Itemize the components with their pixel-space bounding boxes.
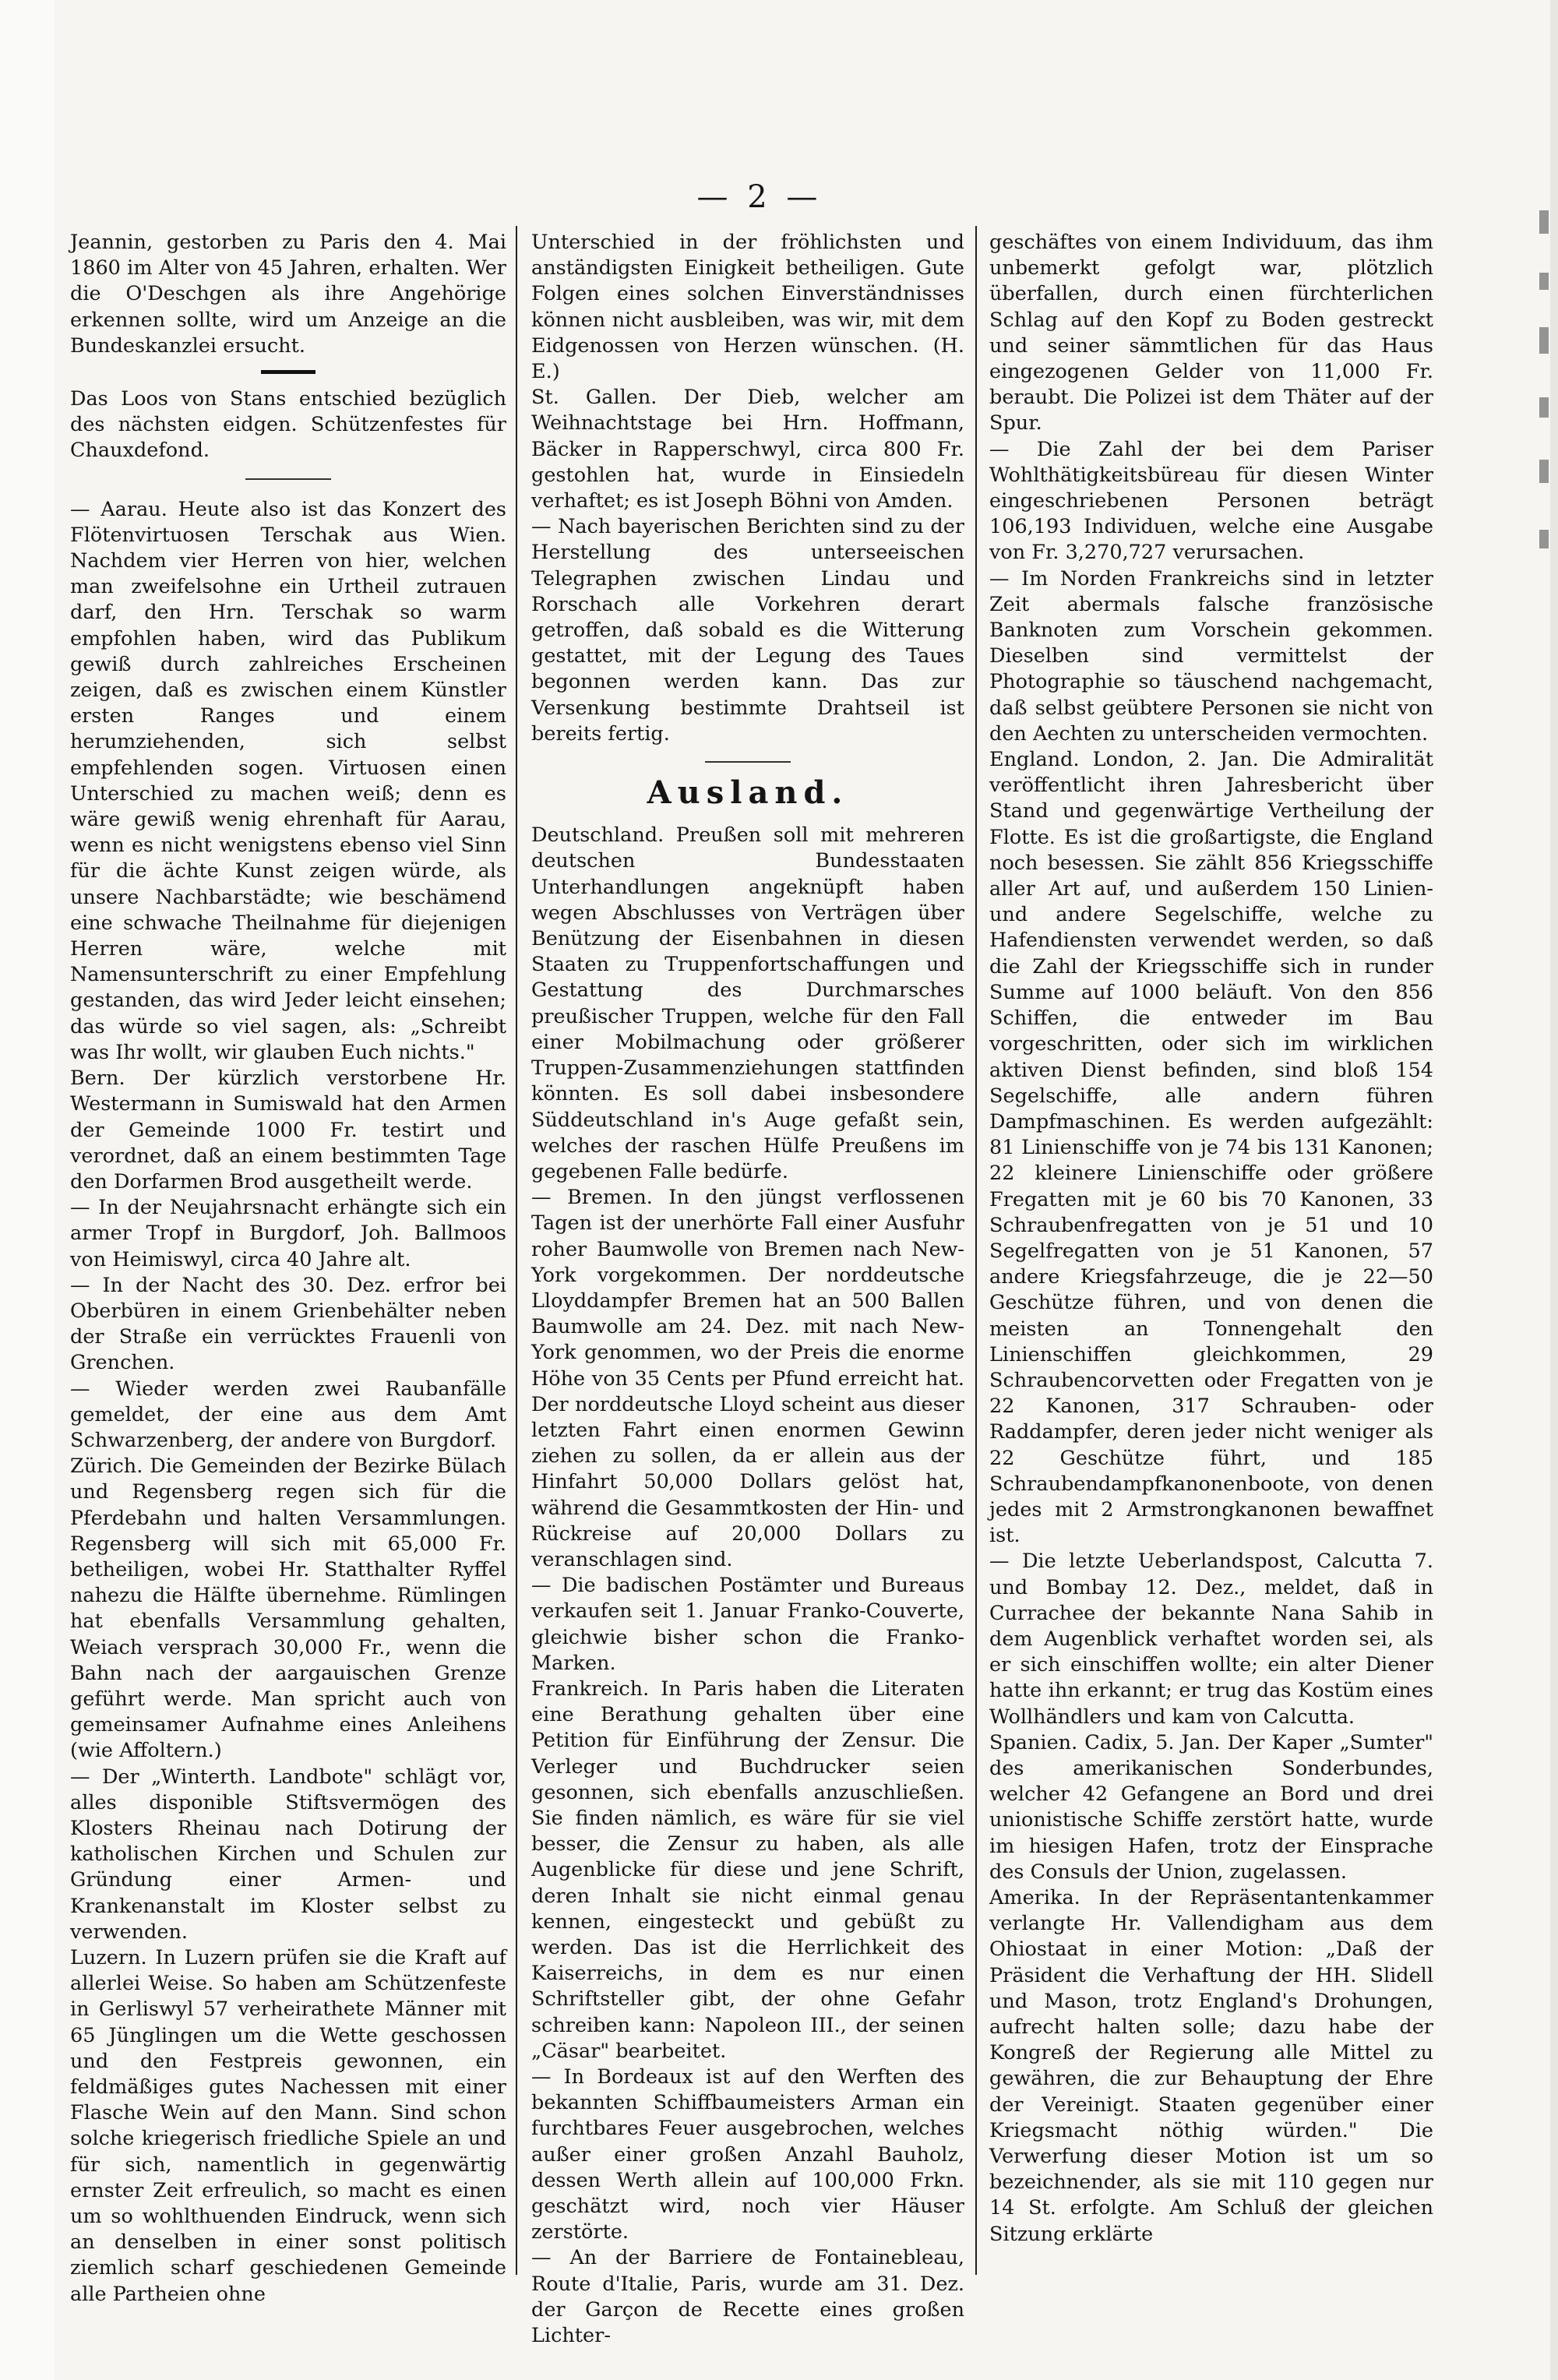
article-paragraph: Zürich. Die Gemeinden der Bezirke Bülach und Regensberg regen sich für die Pferdebahn und halten Versammlungen. Regensberg will sich mit 65,000 Fr. betheiligen, wobei Hr. Statthalter Ryffel nahezu die Hälfte übernehme. Rümlingen hat ebenfalls Versammlung gehalten, Weiach versprach 30,000 Fr., wenn die Bahn nach der aargauischen Grenze geführt werde. Man spricht auch von gemeinsamer Aufnahme eines Anleihens (wie Affoltern.) <box>70 1454 506 1763</box>
article-paragraph: St. Gallen. Der Dieb, welcher am Weihnachtstage bei Hrn. Hoffmann, Bäcker in Rapperschwyl, circa 800 Fr. gestohlen hat, wurde in Einsiedeln verhaftet; es ist Joseph Böhni von Amden. <box>531 386 964 513</box>
column-2 <box>531 230 964 2349</box>
article-paragraph: — Die badischen Postämter und Bureaus verkaufen seit 1. Januar Franko-Couverte, gleichwie bisher schon die Franko-Marken. <box>531 1574 964 1675</box>
article-paragraph: — An der Barriere de Fontainebleau, Route d'Italie, Paris, wurde am 31. Dez. der Garçon de Recette eines großen Lichter- <box>531 2246 964 2348</box>
article-paragraph: — Wieder werden zwei Raubanfälle gemeldet, der eine aus dem Amt Schwarzenberg, der andere von Burgdorf. <box>70 1377 506 1452</box>
separator-rule <box>705 761 791 763</box>
article-paragraph: Amerika. In der Repräsentantenkammer verlangte Hr. Vallendigham aus dem Ohiostaat in einer Motion: „Daß der Präsident die Verhaftung der HH. Slidell und Mason, trotz England's Drohungen, aufrecht halten solle; dazu habe der Kongreß der Regierung alle Mittel zu gewähren, die zur Behauptung der Ehre der Vereinigt. Staaten gegenüber einer Kriegsmacht nöthig würden." Die Verwerfung dieser Motion ist um so bezeichnender, als sie mit 110 gegen nur 14 St. erfolgte. Am Schluß der gleichen Sitzung erklärte <box>989 1886 1433 2246</box>
separator-rule <box>245 478 331 480</box>
next-page-bleed <box>1465 179 1558 2283</box>
article-paragraph: — Aarau. Heute also ist das Konzert des Flötenvirtuosen Terschak aus Wien. Nachdem vier Herren von hier, welchen man zweifelsohne ein Urtheil zutrauen darf, den Hrn. Terschak so warm empfohlen haben, wird das Publikum gewiß durch zahlreiches Erscheinen zeigen, daß es zwischen einem Künstler ersten Ranges und einem herumziehenden, sich selbst empfehlenden sogen. Virtuosen einen Unterschied zu machen weiß; denn es wäre gewiß wenig ehrenhaft für Aarau, wenn es nicht wenigstens ebenso viel Sinn für die ächte Kunst zeigen würde, als unsere Nachbarstädte; wie beschämend eine schwache Theilnahme für diejenigen Herren wäre, welche mit Namensunterschrift zu einer Empfehlung gestanden, das wird Jeder leicht einsehen; das würde so viel sagen, als: „Schreibt was Ihr wollt, wir glauben Euch nichts." <box>70 497 506 1064</box>
article-paragraph: Bern. Der kürzlich verstorbene Hr. Westermann in Sumiswald hat den Armen der Gemeinde 1000 Fr. testirt und verordnet, daß an einem bestimmten Tage den Dorfarmen Brod ausgetheilt werde. <box>70 1067 506 1194</box>
article-paragraph: Deutschland. Preußen soll mit mehreren deutschen Bundesstaaten Unterhandlungen angeknüpft haben wegen Abschlusses von Verträgen über Benützung der Eisenbahnen in diesen Staaten zu Truppenfortschaffungen und Gestattung des Durchmarsches preußischer Truppen, welche für den Fall einer Mobilmachung oder größerer Truppen-Zusammenziehungen stattfinden könnten. Es soll dabei insbesondere Süddeutschland in's Auge gefaßt sein, welches der raschen Hülfe Preußens im gegebenen Falle bedürfe. <box>531 823 964 1183</box>
article-paragraph: — Bremen. In den jüngst verflossenen Tagen ist der unerhörte Fall einer Ausfuhr roher Baumwolle von Bremen nach New-York vorgekommen. Der norddeutsche Lloyddampfer Bremen hat an 500 Ballen Baumwolle am 24. Dez. mit nach New-York genommen, wo der Preis die enorme Höhe von 35 Cents per Pfund erreicht hat. Der norddeutsche Lloyd scheint aus dieser letzten Fahrt einen enormen Gewinn ziehen zu sollen, da er allein aus der Hinfahrt 50,000 Dollars gelöst hat, während die Gesammtkosten der Hin- und Rückreise auf 20,000 Dollars zu veranschlagen sind. <box>531 1186 964 1571</box>
newspaper-page <box>55 179 1465 2348</box>
article-paragraph: — In der Nacht des 30. Dez. erfror bei Oberbüren in einem Grienbehälter neben der Straße ein verrücktes Frauenli von Grenchen. <box>70 1273 506 1375</box>
column-rule <box>975 226 977 2275</box>
article-paragraph: England. London, 2. Jan. Die Admiralität veröffentlicht ihren Jahresbericht über Stand und gegenwärtige Vertheilung der Flotte. Es ist die großartigste, die England noch besessen. Sie zählt 856 Kriegsschiffe aller Art auf, und außerdem 150 Linien- und andere Segelschiffe, welche zu Hafendiensten verwendet werden, so daß die Zahl der Kriegsschiffe sich in runder Summe auf 1000 beläuft. Von den 856 Schiffen, die entweder im Bau vorgeschritten, oder sich im wirklichen aktiven Dienst befinden, sind bloß 154 Segelschiffe, alle andern führen Dampfmaschinen. Es werden aufgezählt: 81 Linienschiffe von je 74 bis 131 Kanonen; 22 kleinere Linienschiffe oder größere Fregatten mit je 60 bis 70 Kanonen, 33 Schraubenfregatten von je 51 und 10 Segelfregatten von je 51 Kanonen, 57 andere Kriegsfahrzeuge, die je 22—50 Geschütze führen, und von denen die meisten an Tonnengehalt den Linienschiffen gleichkommen, 29 Schraubencorvetten oder Fregatten von je 22 Kanonen, 317 Schrauben- oder Raddampfer, deren jeder nicht weniger als 22 Geschütze führt, und 185 Schraubendampfkanonenboote, von denen jedes mit 2 Armstrongkanonen bewaffnet ist. <box>989 748 1433 1548</box>
article-paragraph: — Die Zahl der bei dem Pariser Wohlthätigkeitsbüreau für diesen Winter eingeschriebenen Personen beträgt 106,193 Individuen, welche eine Ausgabe von Fr. 3,270,727 verursachen. <box>989 437 1433 565</box>
article-paragraph: — Im Norden Frankreichs sind in letzter Zeit abermals falsche französische Banknoten zum Vorschein gekommen. Dieselben sind vermittelst der Photographie so täuschend nachgemacht, daß selbst geübtere Personen sie nicht von den Aechten zu unterscheiden vermochten. <box>989 566 1433 746</box>
column-rule <box>516 226 517 2275</box>
article-paragraph: Frankreich. In Paris haben die Literaten eine Berathung gehalten über eine Petition für Einführung der Zensur. Die Verleger und Buchdrucker seien gesonnen, sich ebenfalls anzuschließen. Sie finden nämlich, es wäre für sie viel besser, die Zensur zu haben, als alle Augenblicke für diese und jene Schrift, deren Inhalt sie nicht einmal genau kennen, eingesteckt und gebüßt zu werden. Das ist die Herrlichkeit des Kaiserreichs, in dem es nur einen Schriftsteller gibt, der ohne Gefahr schreiben kann: Napoleon III., der seinen „Cäsar" bearbeitet. <box>531 1677 964 2063</box>
page-number: — 2 — <box>696 179 823 215</box>
article-paragraph: Luzern. In Luzern prüfen sie die Kraft auf allerlei Weise. So haben am Schützenfeste in Gerliswyl 57 verheirathete Männer mit 65 Jünglingen um die Wette geschossen und den Festpreis gewonnen, ein feldmäßiges gutes Nachessen mit einer Flasche Wein auf den Mann. Sind schon solche kriegerisch friedliche Spiele an und für sich, namentlich in gegenwärtig ernster Zeit erfreulich, so macht es einen um so wohlthuenden Eindruck, wenn sich an denselben in einer sonst politisch ziemlich scharf geschiedenen Gemeinde alle Partheien ohne <box>70 1946 506 2306</box>
article-paragraph: Unterschied in der fröhlichsten und anständigsten Einigkeit betheiligen. Gute Folgen eines solchen Einverständnisses können nicht ausbleiben, was wir, mit dem Eidgenossen von Herzen wünschen. (H. E.) <box>531 231 964 384</box>
article-paragraph: — In der Neujahrsnacht erhängte sich ein armer Tropf in Burgdorf, Joh. Ballmoos von Heimiswyl, circa 40 Jahre alt. <box>70 1196 506 1271</box>
article-paragraph: Das Loos von Stans entschied bezüglich des nächsten eidgen. Schützenfestes für Chauxdefond. <box>70 387 506 463</box>
article-paragraph: — In Bordeaux ist auf den Werften des bekannten Schiffbaumeisters Arman ein furchtbares Feuer ausgebrochen, welches außer einer großen Anzahl Bauholz, dessen Werth allein auf 100,000 Frkn. geschätzt wird, noch vier Häuser zerstörte. <box>531 2065 964 2244</box>
left-margin <box>0 0 55 2380</box>
article-paragraph: Jeannin, gestorben zu Paris den 4. Mai 1860 im Alter von 45 Jahren, erhalten. Wer die O'Deschgen als ihre Angehörige erkennen sollte, wird um Anzeige an die Bundeskanzlei ersucht. <box>70 231 506 358</box>
separator-rule <box>261 370 315 374</box>
article-paragraph: geschäftes von einem Individuum, das ihm unbemerkt gefolgt war, plötzlich überfallen, durch einen fürchterlichen Schlag auf den Kopf zu Boden gestreckt und seiner sämmtlichen für das Haus eingezogenen Gelder von 11,000 Fr. beraubt. Die Polizei ist dem Thäter auf der Spur. <box>989 231 1433 435</box>
page-edge <box>1550 0 1558 2380</box>
section-heading: Ausland. <box>647 774 849 812</box>
article-paragraph: — Die letzte Ueberlandspost, Calcutta 7. und Bombay 12. Dez., meldet, daß in Currachee der bekannte Nana Sahib in dem Augenblick verhaftet worden sei, als er sich einschiffen wollte; ein alter Diener hatte ihn erkannt; er trug das Kostüm eines Wollhändlers und kam von Calcutta. <box>989 1550 1433 1729</box>
column-3 <box>989 230 1433 2248</box>
column-1 <box>70 230 506 2308</box>
article-paragraph: — Der „Winterth. Landbote" schlägt vor, alles disponible Stiftsvermögen des Klosters Rheinau nach Dotirung der katholischen Kirchen und Schulen zur Gründung einer Armen- und Krankenanstalt im Kloster selbst zu verwenden. <box>70 1765 506 1944</box>
article-paragraph: Spanien. Cadix, 5. Jan. Der Kaper „Sumter" des amerikanischen Sonderbundes, welcher 42 Gefangene an Bord und drei unionistische Schiffe zerstört hatte, wurde im hiesigen Hafen, trotz der Einsprache des Consuls der Union, zugelassen. <box>989 1730 1433 1884</box>
article-paragraph: — Nach bayerischen Berichten sind zu der Herstellung des unterseeischen Telegraphen zwischen Lindau und Rorschach alle Vorkehren derart getroffen, daß sobald es die Witterung gestattet, mit der Legung des Taues begonnen werden kann. Das zur Versenkung bestimmte Drahtseil ist bereits fertig. <box>531 515 964 746</box>
